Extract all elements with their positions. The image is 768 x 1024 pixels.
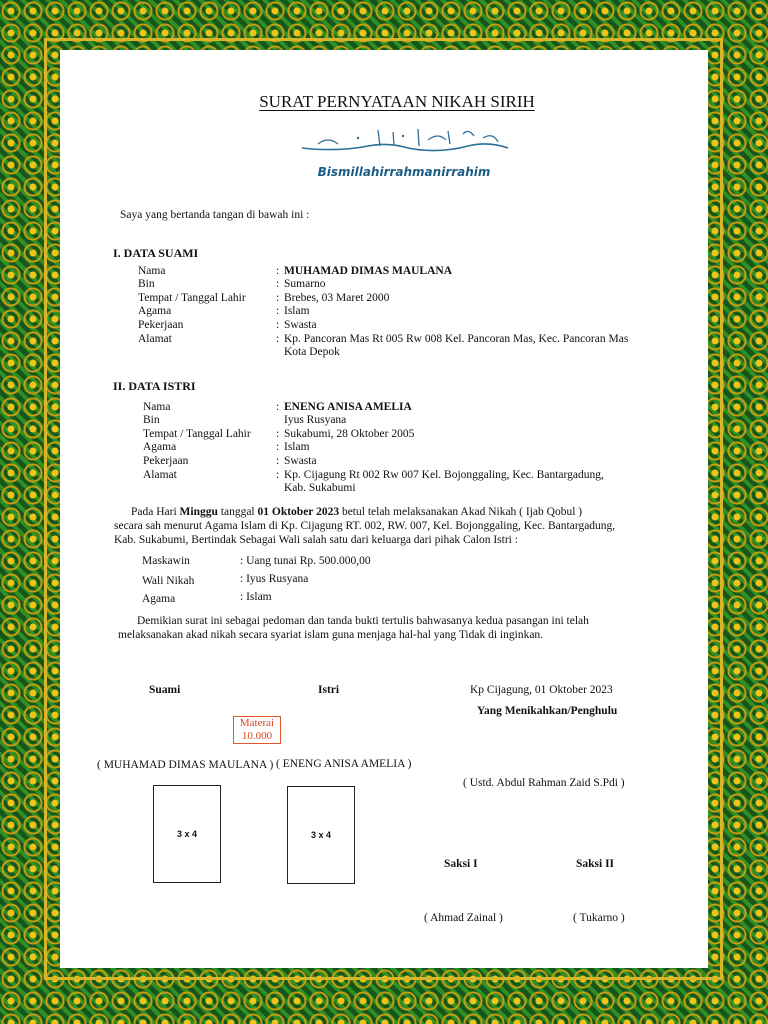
closing-line-1: Demikian surat ini sebagai pedoman dan tanda bukti tertulis bahwasanya kedua pasangan ini telah [137, 615, 589, 627]
document-body: SURAT PERNYATAAN NIKAH SIRIH Bismillahirrahmanirrahim Saya yang bertanda tangan di bawah ini : I. DATA SUAMI Nama : MUHAMAD DIMAS MAULANA Bin : Sumarno Tempat / Tanggal Lahir : Brebes, 03 Maret 2000 Agama : Islam Pekerjaan : Swasta Alamat : Kp. Pancoran Mas Rt 005 Rw 008 Kel. Pancoran Mas, Kec. Pancoran Mas Kota Depok II. DATA ISTRI Nama : ENENG ANISA AMELIA Bin Iyus Rusyana Tempat / Tanggal Lahir : Sukabumi, 28 Oktober 2005 Agama : Islam Pekerjaan : Swasta Alamat : Kp. Cijagung Rt 002 Rw 007 Kel. Bojonggaling, Kec. Bantargadung, Kab. Sukabumi Pada Hari Minggu tanggal 01 Oktober 2023 betul telah melaksanakan Akad Nikah ( Ijab Qobul ) secara sah menurut Agama Islam di Kp. Cijagung RT. 002, RW. 007, Kel. Bojonggaling, Kec. Bantargadung, Kab. Sukabumi, Bertindak Sebagai Wali salah satu dari keluarga dari pihak Calon Istri : Maskawin : Uang tunai Rp. 500.000,00 Wali Nikah : Iyus Rusyana Agama : Islam Demikian surat ini sebagai pedoman dan tanda bukti tertulis bahwasanya kedua pasangan ini telah melaksanakan akad nikah secara syariat islam guna menjaga hal-hal yang Tidak di inginkan. Suami Istri Kp Cijagung, 01 Oktober 2023 Yang Menikahkan/Penghulu Materai 10.000 ( MUHAMAD DIMAS MAULANA ) ( ENENG ANISA AMELIA ) ( Ustd. Abdul Rahman Zaid S.Pdi ) 3 x 4 3 x 4 Saksi I Saksi II ( Ahmad Zainal ) ( Tukarno ) [0, 0, 768, 1024]
closing-line-2: melaksanakan akad nikah secara syariat islam guna menjaga hal-hal yang Tidak di inginkan. [118, 629, 544, 641]
section-heading-istri: II. DATA ISTRI [113, 379, 196, 393]
suami-signature-name: ( MUHAMAD DIMAS MAULANA ) [97, 759, 274, 771]
statement-line-3: Kab. Sukabumi, Bertindak Sebagai Wali salah satu dari keluarga dari pihak Calon Istri : [114, 534, 518, 546]
statement-line-1: Pada Hari Minggu tanggal 01 Oktober 2023 betul telah melaksanakan Akad Nikah ( Ijab Qobul ) [131, 506, 583, 518]
saksi-2-name: ( Tukarno ) [573, 912, 625, 924]
penghulu-label: Yang Menikahkan/Penghulu [477, 705, 618, 717]
basmala-calligraphy-icon [298, 126, 512, 156]
section-heading-suami: I. DATA SUAMI [113, 246, 199, 260]
saksi-1-name: ( Ahmad Zainal ) [424, 912, 503, 924]
istri-label: Istri [318, 684, 340, 696]
place-date: Kp Cijagung, 01 Oktober 2023 [470, 684, 613, 696]
bismillah-text: Bismillahirrahmanirrahim [317, 165, 491, 179]
intro-text: Saya yang bertanda tangan di bawah ini : [120, 209, 310, 221]
suami-label: Suami [149, 684, 181, 696]
photo-placeholder-suami: 3 x 4 [153, 785, 221, 883]
materai-stamp: Materai 10.000 [233, 716, 281, 744]
saksi-1-label: Saksi I [444, 858, 478, 870]
penghulu-signature-name: ( Ustd. Abdul Rahman Zaid S.Pdi ) [463, 777, 625, 789]
document-title: SURAT PERNYATAAN NIKAH SIRIH [259, 92, 535, 111]
istri-signature-name: ( ENENG ANISA AMELIA ) [276, 758, 412, 770]
statement-line-2: secara sah menurut Agama Islam di Kp. Cijagung RT. 002, RW. 007, Kel. Bojonggaling, Kec. Bantargadung, [114, 520, 616, 532]
saksi-2-label: Saksi II [576, 858, 615, 870]
photo-placeholder-istri: 3 x 4 [287, 786, 355, 884]
